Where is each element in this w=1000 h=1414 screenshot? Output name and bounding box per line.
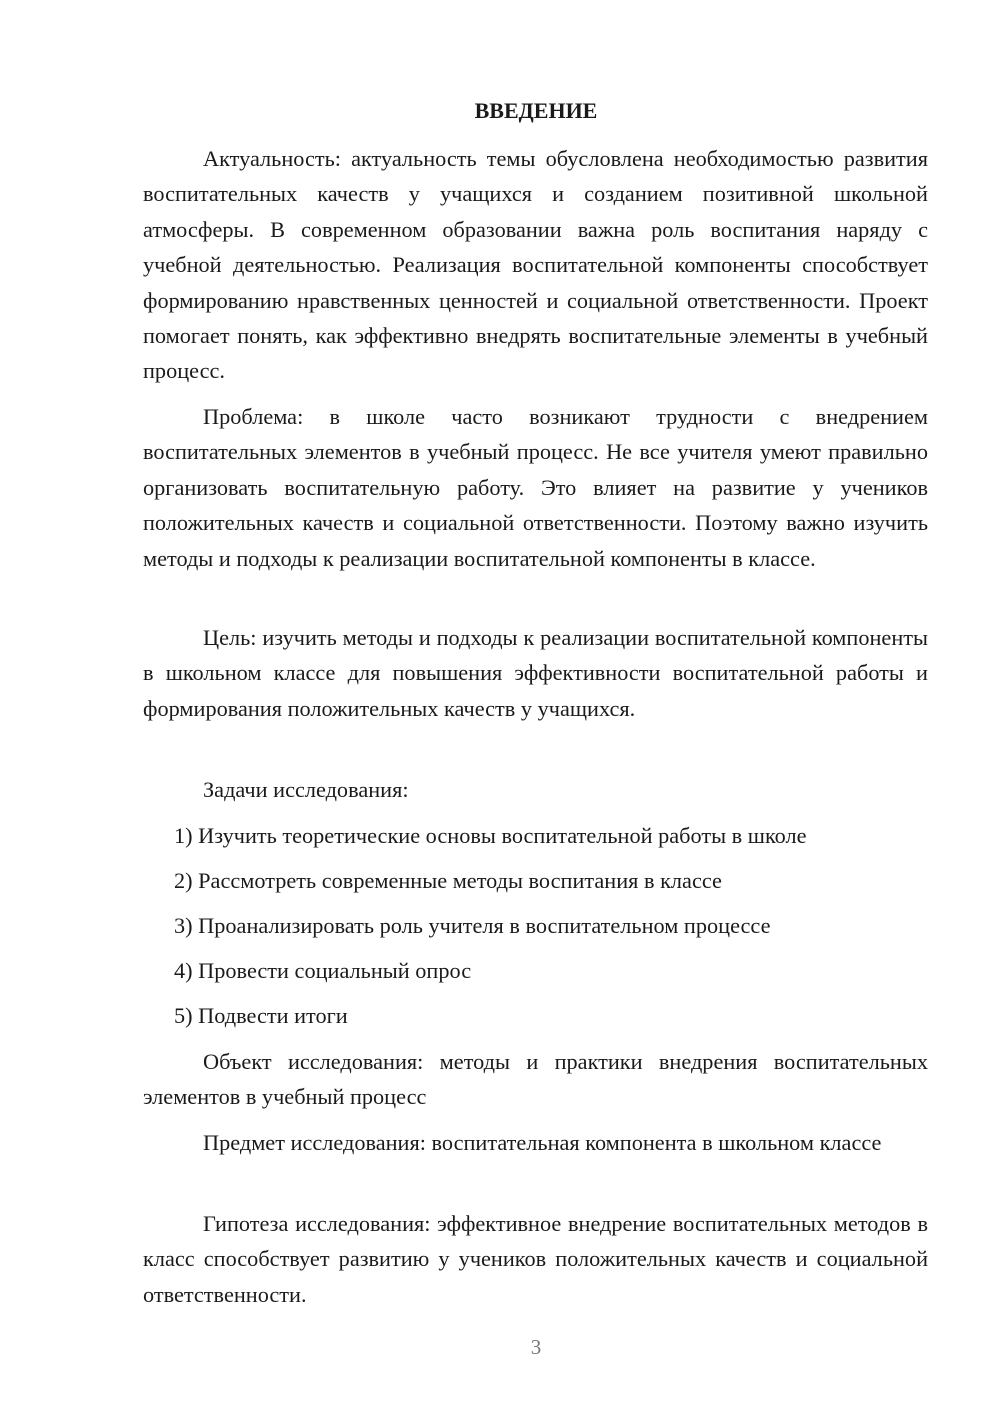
task-item-3: 3) Проанализировать роль учителя в воспитательном процессе xyxy=(174,913,771,938)
task-item-2: 2) Рассмотреть современные методы воспитания в классе xyxy=(174,868,722,893)
object-paragraph: Объект исследования: методы и практики внедрения воспитательных элементов в учебный процесс xyxy=(143,1049,928,1110)
task-item-5: 5) Подвести итоги xyxy=(174,1003,348,1028)
section-title: ВВЕДЕНИЕ xyxy=(474,98,598,123)
goal-paragraph: Цель: изучить методы и подходы к реализации воспитательной компоненты в школьном классе для повышения эффективности воспитательной работы и формирования положительных качеств у учащихся. xyxy=(143,625,928,721)
hypothesis-paragraph: Гипотеза исследования: эффективное внедрение воспитательных методов в класс способствует развитию у учеников положительных качеств и социальной ответственности. xyxy=(143,1211,928,1307)
problem-paragraph: Проблема: в школе часто возникают трудности с внедрением воспитательных элементов в учебный процесс. Не все учителя умеют правильно организовать воспитательную работу. Это влияет на развитие у учеников положительных качеств и социальной ответственности. Поэтому важно изучить методы и подходы к реализации воспитательной компоненты в классе. xyxy=(143,404,928,571)
task-item-4: 4) Провести социальный опрос xyxy=(174,958,472,983)
relevance-paragraph: Актуальность: актуальность темы обусловлена необходимостью развития воспитательных качеств у учащихся и созданием позитивной школьной атмосферы. В современном образовании важна роль воспитания наряду с учебной деятельностью. Реализация воспитательной компоненты способствует формированию нравственных ценностей и социальной ответственности. Проект помогает понять, как эффективно внедрять воспитательные элементы в учебный процесс. xyxy=(143,146,928,384)
page-number: 3 xyxy=(530,1335,542,1359)
tasks-heading: Задачи исследования: xyxy=(203,777,409,802)
task-item-1: 1) Изучить теоретические основы воспитательной работы в школе xyxy=(174,823,807,848)
subject-paragraph: Предмет исследования: воспитательная компонента в школьном классе xyxy=(203,1130,882,1155)
